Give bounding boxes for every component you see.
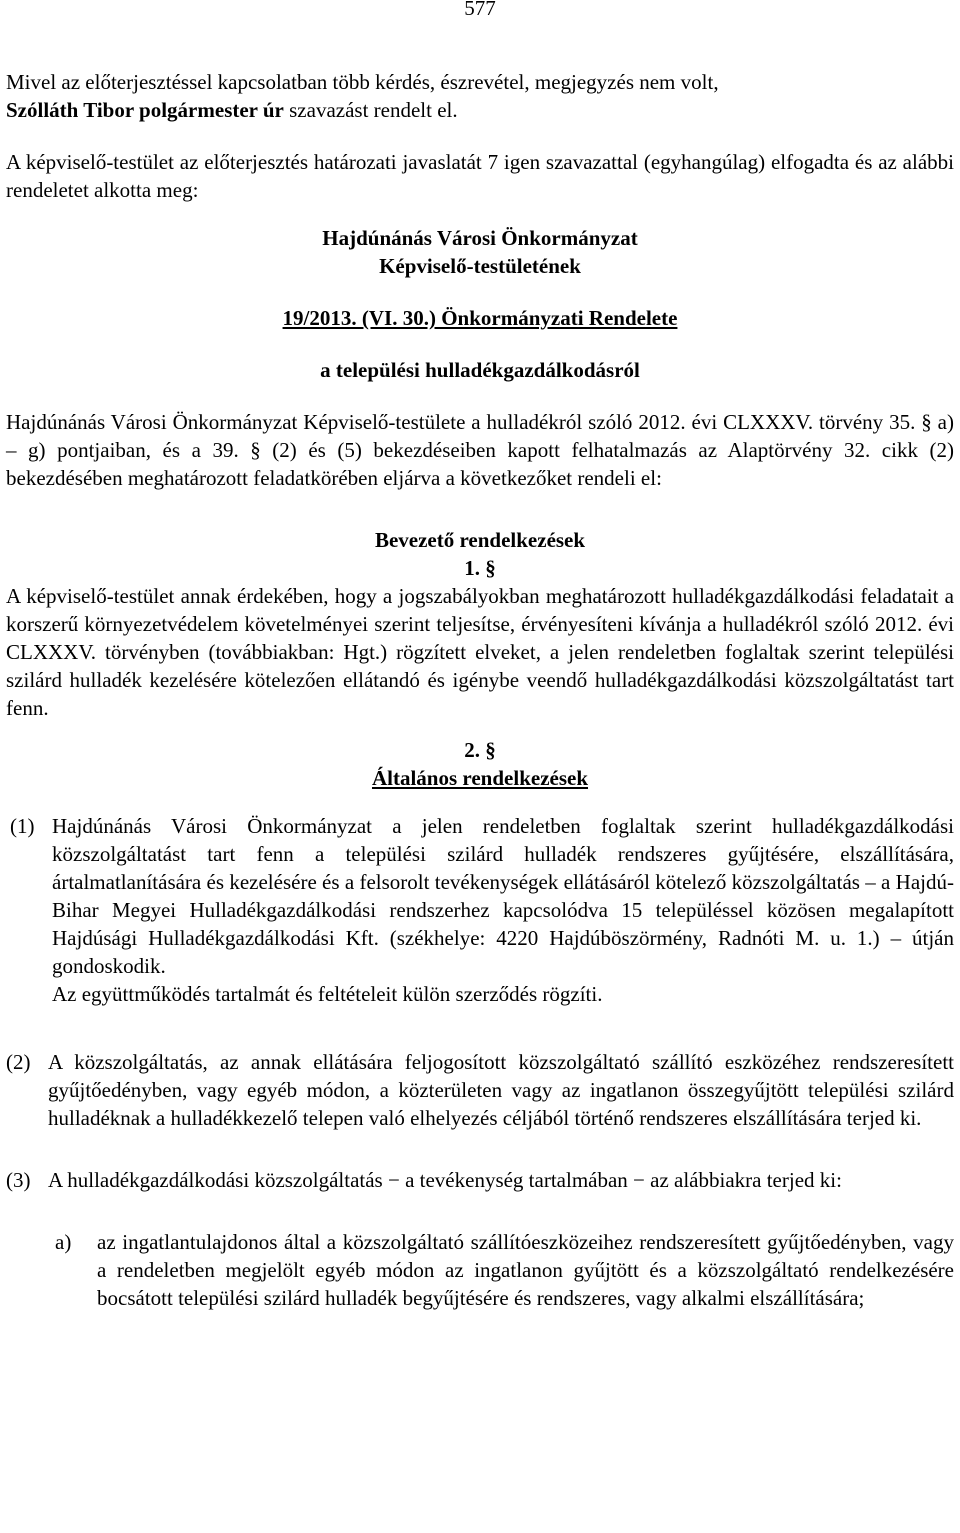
- section1-text: A képviselő-testület annak érdekében, hogy a jogszabályokban meghatározott hulladékgazdálkodási feladatait a korszerű környezetvédelem követelményei szerint teljesítse, érvényesíteni kívánja a hulladékról szóló 2012. évi CLXXXV. törvényben (továbbiakban: Hgt.) rögzített elveket, a jelen rendeletben foglaltak szerint települési szilárd hulladék kezelésére kötelezően ellátandó és igénybe veendő hulladékgazdálkodási közszolgáltatást tart fenn.: [6, 584, 954, 720]
- paragraph-number: (3): [6, 1168, 31, 1192]
- paragraph-text: A hulladékgazdálkodási közszolgáltatás − a tevékenység tartalmában − az alábbiakra terjed ki:: [48, 1168, 842, 1192]
- intro-paragraph: [6, 68, 954, 124]
- paragraph-text: Hajdúnánás Városi Önkormányzat a jelen rendeletben foglaltak szerint hulladékgazdálkodási közszolgáltatást tart fenn a települési szilárd hulladék rendszeres gyűjtésére, elszállítására, ártalmatlanítására és kezelésére és a felsorolt tevékenységek ellátásáról kötelező közszolgáltatás – a Hajdú-Bihar Megyei Hulladékgazdálkodási rendszerhez kapcsolódva 15 településsel közösen megalapított Hajdúsági Hulladékgazdálkodási Kft. (székhelye: 4220 Hajdúböszörmény, Radnóti M. u. 1.) – útján gondoskodik.: [52, 814, 954, 978]
- document-body: [6, 68, 954, 1312]
- section2-paragraph-1: [6, 812, 954, 1008]
- section1-heading: Bevezető rendelkezések: [374, 528, 586, 552]
- intro-line2: szavazást rendelt el.: [283, 98, 458, 122]
- decree-title-authority: Hajdúnánás Városi Önkormányzat: [322, 226, 638, 250]
- list-item-text: az ingatlantulajdonos által a közszolgáltató szállítóeszközeihez rendszeresített gyűjtőedényben, vagy a rendeletben megjelölt egyéb módon az ingatlanon gyűjtött és a közszolgáltató rendelkezésére bocsátott települési szilárd hulladék begyűjtésére és rendszeres, vagy alkalmi elszállítására;: [97, 1230, 954, 1310]
- decree-title-subject: a települési hulladékgazdálkodásról: [320, 358, 640, 382]
- intro-line1: Mivel az előterjesztéssel kapcsolatban több kérdés, észrevétel, megjegyzés nem volt,: [6, 70, 719, 94]
- decree-title-number: 19/2013. (VI. 30.) Önkormányzati Rendelete: [282, 306, 678, 330]
- mayor-name: Szólláth Tibor polgármester úr: [6, 98, 284, 122]
- decree-preamble: Hajdúnánás Városi Önkormányzat Képviselő-testülete a hulladékról szóló 2012. évi CLXXXV. törvény 35. § a) – g) pontjaiban, és a 39. § (2) és (5) bekezdéseiben kapott felhatalmazás az Alaptörvény 32. cikk (2) bekezdésében meghatározott feladatkörében eljárva a következőket rendeli el:: [6, 410, 954, 490]
- list-item: [55, 1228, 954, 1312]
- page-number: 577: [464, 0, 496, 20]
- paragraph-number: (1): [10, 814, 35, 838]
- paragraph-text: A közszolgáltatás, az annak ellátására feljogosított közszolgáltató szállító eszközéhez rendszeresített gyűjtőedényben, vagy egyéb módon, a közterületen vagy az ingatlanon összegyűjtött települési szilárd hulladéknak a hulladékkezelő telepen való elhelyezés céljából történő rendszeres elszállítására terjed ki.: [48, 1050, 954, 1130]
- section2-paragraph-2: [6, 1048, 954, 1132]
- list-item-label: a): [55, 1230, 72, 1254]
- section2-number: 2. §: [464, 738, 496, 762]
- paragraph-number: (2): [6, 1050, 31, 1074]
- vote-paragraph: A képviselő-testület az előterjesztés határozati javaslatát 7 igen szavazattal (egyhangúlag) elfogadta és az alábbi rendeletet alkotta meg:: [6, 150, 954, 202]
- section2-heading: Általános rendelkezések: [371, 766, 589, 790]
- section1-number: 1. §: [464, 556, 496, 580]
- section2-paragraph-3: [6, 1166, 954, 1194]
- decree-title-body: Képviselő-testületének: [379, 254, 581, 278]
- paragraph-extra: Az együttműködés tartalmát és feltételeit külön szerződés rögzíti.: [52, 982, 603, 1006]
